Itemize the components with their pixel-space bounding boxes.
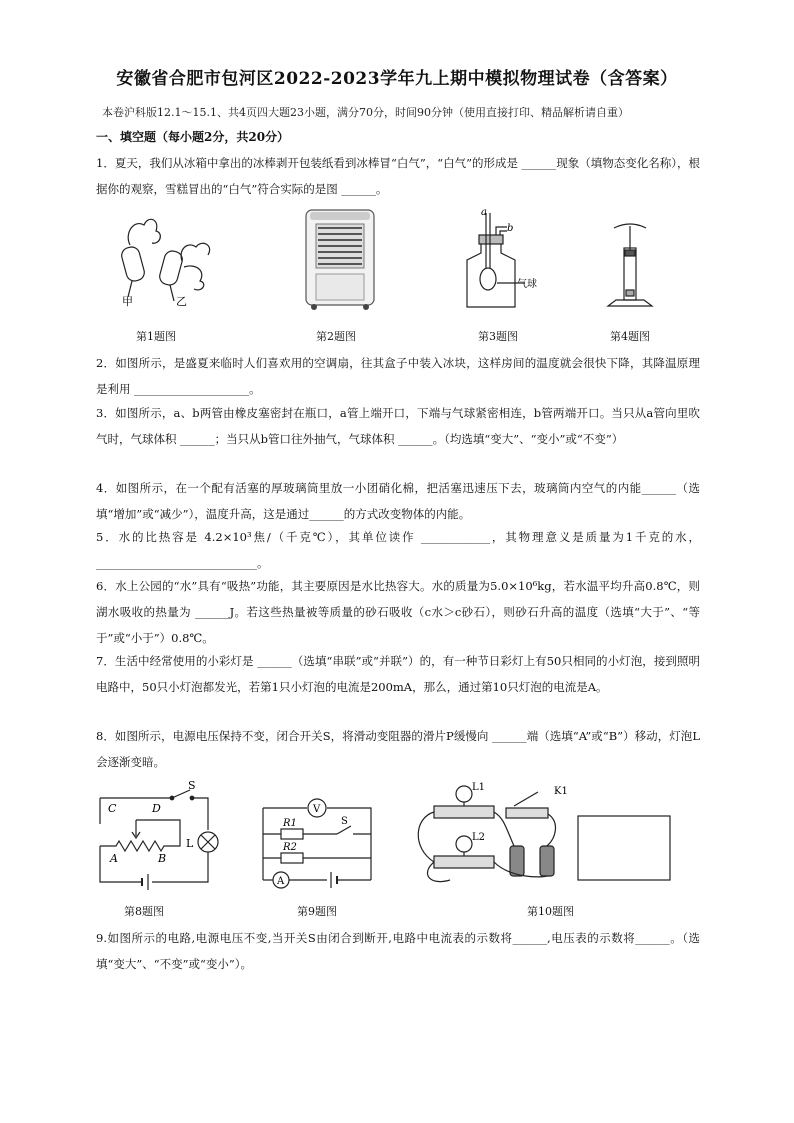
figure-2-air-cooler — [300, 208, 380, 313]
fig3-label-balloon: 气球 — [517, 279, 537, 290]
question-2: 2．如图所示，是盛夏来临时人们喜欢用的空调扇，往其盒子中装入冰块，这样房间的温度就会很快下降，其降温原理是利用 ____________________。 — [96, 356, 700, 396]
fig8-label-s: S — [188, 780, 196, 792]
page-title: 安徽省合肥市包河区2022-2023学年九上期中模拟物理试卷（含答案） — [116, 69, 678, 89]
section-heading-fill-blank: 一、填空题（每小题2分，共20分） — [96, 130, 290, 144]
exam-info: 本卷沪科版12.1～15.1、共4页四大题23小题，满分70分，时间90分钟（使用直接打印、精品解析请自重） — [102, 106, 629, 119]
fig9-label-v: V — [313, 804, 321, 815]
fig10-caption: 第10题图 — [527, 905, 574, 918]
fig10-label-k1: K1 — [554, 786, 568, 797]
fig9-label-a: A — [277, 876, 285, 887]
fig9-label-r1: R1 — [283, 818, 297, 829]
figure-9-parallel-circuit — [255, 788, 380, 893]
question-6: 6．水上公园的“水”具有“吸热”功能，其主要原因是水比热容大。水的质量为5.0×10⁶kg，若水温平均升高0.8℃，则湖水吸收的热量为 ______J。若这些热量被等质量的砂石吸收（c水＞c砂石），则砂石升高的温度（选填“大于”、“等于”或“小于”）0.8℃。 — [96, 579, 700, 645]
figure-4-piston-cylinder — [600, 220, 660, 315]
fig8-caption: 第8题图 — [124, 905, 164, 918]
question-3: 3．如图所示，a、b两管由橡皮塞密封在瓶口，a管上端开口，下端与气球紧密相连，b管两端开口。当只从a管向里吹气时，气球体积 ______；当只从b管口往外抽气，气球体积 ______。（均选填“变大”、“变小”或“不变”） — [96, 406, 700, 446]
question-5: 5．水的比热容是 4.2×10³焦/（千克℃），其单位读作 ____________，其物理意义是质量为1千克的水，____________________________。 — [96, 530, 700, 570]
fig9-caption: 第9题图 — [297, 905, 337, 918]
fig3-label-b: b — [507, 223, 514, 234]
question-4: 4．如图所示，在一个配有活塞的厚玻璃筒里放一小团硝化棉，把活塞迅速压下去，玻璃筒内空气的内能______（选填“增加”或“减少”），温度升高，这是通过______的方式改变物体的内能。 — [96, 481, 700, 521]
fig2-caption: 第2题图 — [316, 330, 356, 343]
fig1-caption: 第1题图 — [136, 330, 176, 343]
question-1: 1．夏天，我们从冰箱中拿出的冰棒剥开包装纸看到冰棒冒“白气”，“白气”的形成是 ______现象（填物态变化名称），根据你的观察，雪糕冒出的“白气”符合实际的是图 ______。 — [96, 156, 700, 196]
fig8-label-d: D — [152, 802, 161, 815]
fig9-label-r2: R2 — [283, 842, 297, 853]
figure-3-flask-balloon — [455, 205, 555, 315]
figure-1-popsicles — [110, 205, 220, 315]
fig3-caption: 第3题图 — [478, 330, 518, 343]
fig8-label-c: C — [108, 802, 117, 815]
question-9: 9.如图所示的电路,电源电压不变,当开关S由闭合到断开,电路中电流表的示数将______,电压表的示数将______。（选填“变大”、“不变”或“变小”）。 — [96, 931, 700, 971]
fig8-label-l: L — [186, 837, 194, 850]
fig1-label-jia: 甲 — [122, 295, 133, 308]
fig10-label-l1: L1 — [472, 782, 486, 793]
fig8-label-a: A — [110, 852, 118, 865]
question-8: 8．如图所示，电源电压保持不变，闭合开关S，将滑动变阻器的滑片P缓慢向 ______端（选填“A”或“B”）移动，灯泡L会逐渐变暗。 — [96, 729, 700, 769]
fig9-label-s: S — [341, 816, 348, 827]
fig1-label-yi: 乙 — [176, 295, 187, 308]
fig8-label-b: B — [158, 852, 167, 865]
figure-10-physical-circuit — [410, 778, 680, 893]
question-7: 7．生活中经常使用的小彩灯是 ______（选填“串联”或“并联”）的，有一种节日彩灯上有50只相同的小灯泡，接到照明电路中，50只小灯泡都发光，若第1只小灯泡的电流是200mA，那么，通过第10只灯泡的电流是A。 — [96, 654, 700, 694]
fig4-caption: 第4题图 — [610, 330, 650, 343]
fig3-label-a: a — [481, 207, 487, 218]
figure-8-rheostat-circuit — [92, 780, 222, 895]
fig10-label-l2: L2 — [472, 832, 486, 843]
